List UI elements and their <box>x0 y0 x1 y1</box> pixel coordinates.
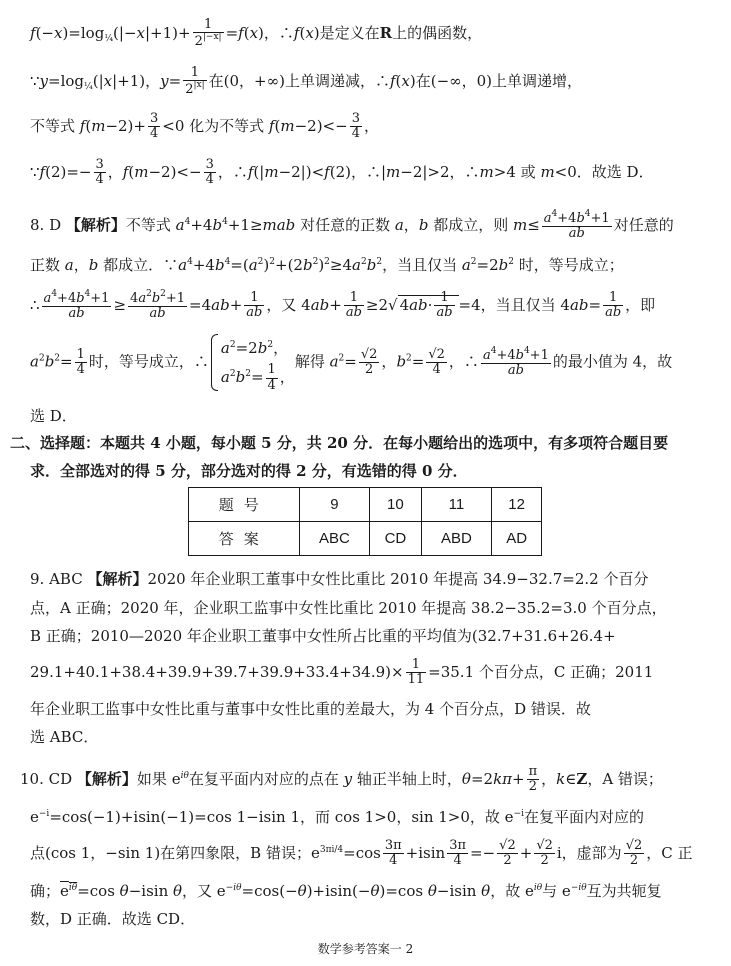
table-cell: 9 <box>299 488 370 522</box>
text-line: $a^2b^2=$ $\frac{1}{4}$ 时，等号成立，∴ $a^2=2b^2$， $a^2b^2=$ $\frac{1}{4}$ ， 解得 $a^2=$ $\frac{√2}{2}$ ，$b^2=$ $\frac{√2}{4}$ ，∴ $\frac{a^4+4b^4+1}{ab}$ 的最小值为 4，故 <box>30 332 672 393</box>
text-line: 选 ABC． <box>30 728 99 746</box>
text-line: 点，A 正确；2020 年，企业职工监事中女性比重比 2010 年提高 38.2−35.2=3.0 个百分点， <box>30 599 667 617</box>
section-heading: 求．全部选对的得 5 分，部分选对的得 2 分，有选错的得 0 分． <box>30 462 468 480</box>
section-heading: 二、选择题：本题共 4 小题，每小题 5 分，共 20 分．在每小题给出的选项中，有多项符合题目要 <box>10 434 669 452</box>
text-line: B 正确；2010—2020 年企业职工董事中女性所占比重的平均值为(32.7+31.6+26.4+ <box>30 627 616 645</box>
text-line: $\because y=\log_{\frac{1}{4}}(|x|+1)$，y= $\frac{1}{2^{|x|}}$ 在(0，+∞)上单调递减，∴f(x)在(−∞，0)上单调递增， <box>30 65 583 98</box>
table-cell: CD <box>370 522 421 556</box>
text-line: ∵f(2)=− $\frac{3}{4}$ ，f(m−2)<− $\frac{3}{4}$ ，∴f(|m−2|)<f(2)，∴|m−2|>2，∴m>4 或 m<0．故选 D． <box>30 157 654 188</box>
text-line: 10. CD 【解析】如果 $e^{i\theta}$在复平面内对应的点在 y 轴正半轴上时，θ=2kπ+ $\frac{\pi}{2}$ ，k∈Z，A 错误； <box>20 764 663 795</box>
text-line: 选 D． <box>30 407 77 425</box>
table-row <box>189 522 542 556</box>
table-row <box>189 488 542 522</box>
page-footer: 数学参考答案一 2 <box>317 942 414 956</box>
answer-table <box>188 487 542 556</box>
text-line: 正数 a，b 都成立．$\because a^4+4b^4=(a^2)^2+(2b^2)^2\ge 4a^2b^2$，当且仅当 $a^2=2b^2$ 时，等号成立； <box>30 256 624 274</box>
text-line: 点(cos 1，−sin 1)在第四象限，B 错误；$e^{3\pi i/4}=\cos$ $\frac{3\pi}{4}$ +isin $\frac{3\pi}{4}$ =− $\frac{√2}{2}$ + $\frac{√2}{2}$ i，虚部为 $\frac{√2}{2}$ ，C 正 <box>30 838 693 869</box>
text-line: 9. ABC 【解析】2020 年企业职工董事中女性比重比 2010 年提高 34.9−32.7=2.2 个百分 <box>30 570 649 588</box>
text-line: 8. D 【解析】不等式 $a^4+4b^4+1\ge mab$ 对任意的正数 a，b 都成立，则 m≤ $\frac{a^4+4b^4+1}{ab}$ 对任意的 <box>30 209 674 242</box>
text-line: 确；$e^{i\theta}=\cos$ θ−isin θ，又 $e^{-i\theta}=\cos(-\theta)+isin(-\theta)=\cos$ θ−isin θ，故 $e^{i\theta}$与 $e^{-i\theta}$互为共轭复 <box>30 882 662 900</box>
text-line: $f(-x)=\log_{\frac{1}{4}}(|-x|+1)+$ $\frac{1}{2^{|-x|}}$ =f(x)，∴f(x)是定义在R上的偶函数， <box>30 17 483 50</box>
table-header-cell: 题号 <box>189 488 300 522</box>
text-line: ∴ $\frac{a^4+4b^4+1}{ab}$ ≥ $\frac{4a^2b^2+1}{ab}$ =4ab+ $\frac{1}{ab}$ ，又 4ab+ $\frac{1}{ab}$ ≥2√ 4ab· $\frac{1}{ab}$ =4，当且仅当 4ab= $\frac{1}{ab}$ ，即 <box>30 289 656 322</box>
table-cell: AD <box>492 522 542 556</box>
table-cell: ABD <box>421 522 492 556</box>
table-cell: 10 <box>370 488 421 522</box>
text-line: 年企业职工监事中女性比重与董事中女性比重的差最大，为 4 个百分点，D 错误．故 <box>30 700 591 718</box>
text-line: $e^{-i}=\cos(-1)+isin(-1)=\cos$ 1−isin 1，而 cos 1>0，sin 1>0，故 $e^{-i}$在复平面内对应的 <box>30 808 644 826</box>
table-cell: ABC <box>299 522 370 556</box>
table-cell: 11 <box>421 488 492 522</box>
table-cell: 12 <box>492 488 542 522</box>
table-header-cell: 答案 <box>189 522 300 556</box>
text-line: 数，D 正确．故选 CD． <box>30 910 196 928</box>
text-line: 29.1+40.1+38.4+39.9+39.7+39.9+33.4+34.9)× $\frac{1}{11}$ =35.1 个百分点，C 正确；2011 <box>30 657 654 688</box>
text-line: 不等式 f(m−2)+ $\frac{3}{4}$ <0 化为不等式 f(m−2)<− $\frac{3}{4}$ ， <box>30 111 379 142</box>
